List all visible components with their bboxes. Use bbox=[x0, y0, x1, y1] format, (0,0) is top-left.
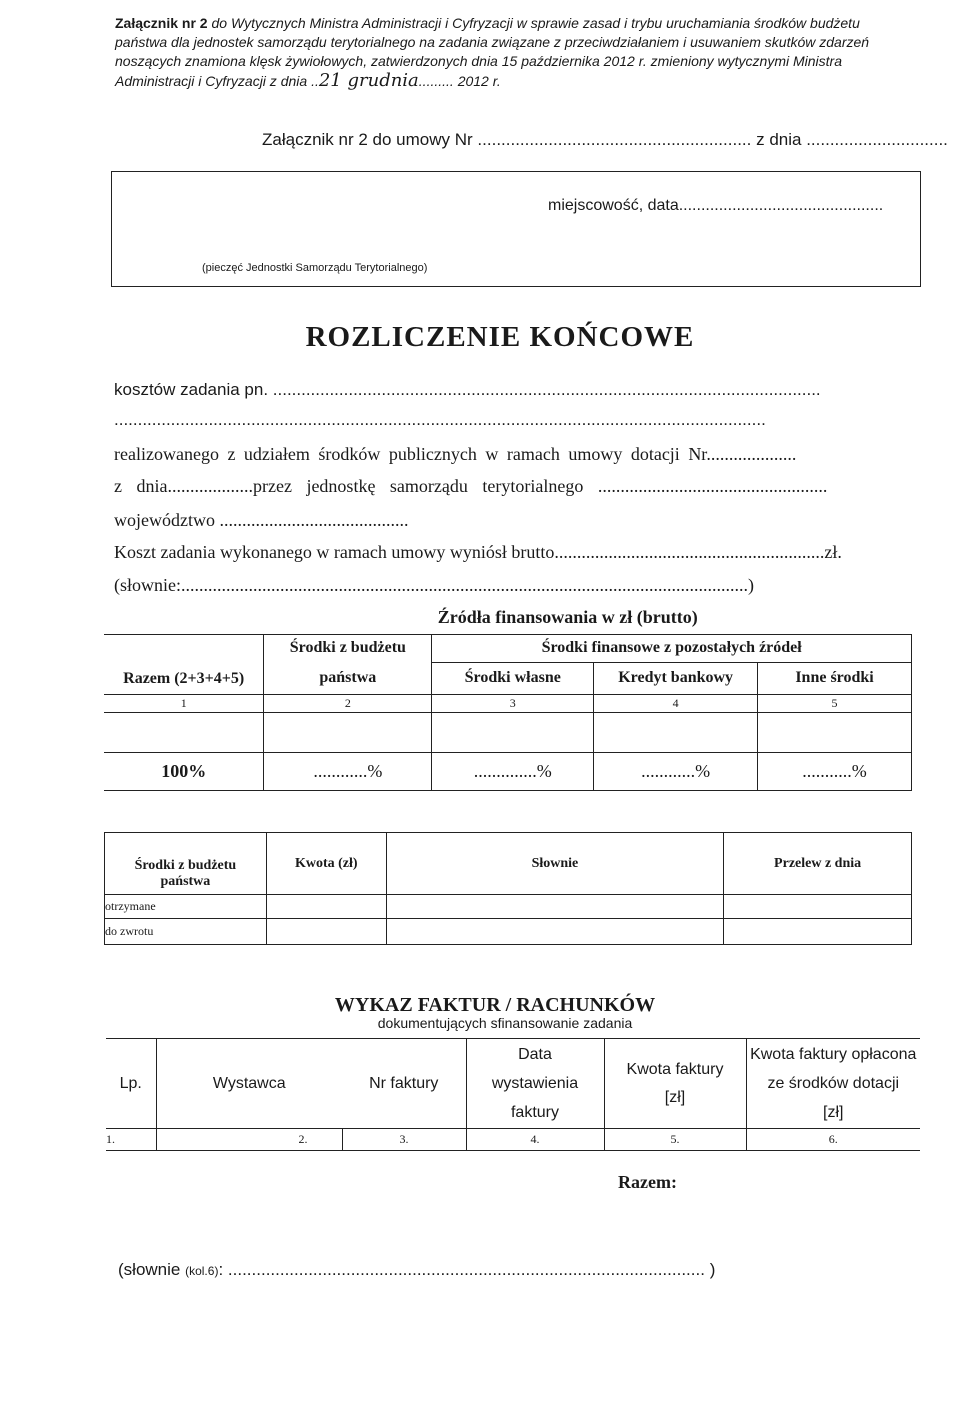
percent-cell: 100% bbox=[104, 752, 264, 790]
col-own-funds: Środki własne bbox=[432, 662, 594, 694]
percent-cell: ............% bbox=[594, 752, 758, 790]
footer-label: (słownie bbox=[118, 1260, 181, 1279]
inv-col-paid-3: [zł] bbox=[823, 1104, 844, 1121]
invoices-subtitle: dokumentujących sfinansowanie zadania bbox=[377, 1015, 633, 1031]
inv-col-date bbox=[466, 1039, 604, 1129]
inv-col-paid-1: Kwota faktury opłacona bbox=[750, 1046, 917, 1063]
budget-cell[interactable] bbox=[386, 895, 724, 919]
annex-line: Załącznik nr 2 do umowy Nr .......................................................... z dnia .............................. bbox=[262, 130, 948, 149]
amount-cell[interactable] bbox=[432, 712, 594, 752]
place-date-field: miejscowość, data.............................................. bbox=[548, 197, 884, 214]
task-name-line: kosztów zadania pn. .................................................................................................................... bbox=[114, 380, 821, 399]
amount-cell[interactable] bbox=[594, 712, 758, 752]
col-total: Razem (2+3+4+5) bbox=[104, 634, 264, 694]
invoices-total: Razem: bbox=[618, 1172, 677, 1193]
sources-table bbox=[104, 602, 912, 791]
stamp-label: (pieczęć Jednostki Samorządu Terytorialnego) bbox=[202, 262, 428, 274]
budget-table bbox=[104, 832, 912, 945]
inv-col-amount-1: Kwota faktury bbox=[626, 1060, 724, 1078]
budget-col-funds bbox=[105, 833, 267, 895]
page-title: ROZLICZENIE KOŃCOWE bbox=[305, 321, 695, 353]
inv-col-issuer: Wystawca bbox=[156, 1039, 342, 1129]
date-unit-line: z dnia...................przez jednostkę samorządu terytorialnego ................................................... bbox=[114, 476, 828, 496]
in-words-end: ) bbox=[748, 575, 754, 595]
inv-num: 1. bbox=[106, 1129, 156, 1151]
cost-label: Koszt zadania wykonanego w ramach umowy wyniósł brutto bbox=[114, 542, 555, 562]
num-cell: 4 bbox=[594, 694, 758, 712]
budget-col-amount: Kwota (zł) bbox=[266, 833, 386, 895]
percent-cell: ............% bbox=[264, 752, 432, 790]
row-return: do zwrotu bbox=[105, 919, 267, 945]
handwritten-date: 21 grudnia bbox=[318, 70, 419, 91]
budget-cell[interactable] bbox=[724, 895, 912, 919]
annex-date-label: z dnia bbox=[756, 130, 802, 149]
inv-col-lp: Lp. bbox=[106, 1039, 156, 1129]
cost-unit: zł. bbox=[824, 542, 842, 562]
footer-end: ) bbox=[709, 1260, 716, 1279]
cost-line: Koszt zadania wykonanego w ramach umowy wyniósł brutto............................................................zł. bbox=[114, 542, 842, 562]
inv-num: 3. bbox=[342, 1129, 466, 1151]
col-state-2: państwa bbox=[264, 662, 432, 694]
amount-cell[interactable] bbox=[758, 712, 912, 752]
sources-title: Źródła finansowania w zł (brutto) bbox=[104, 602, 912, 634]
inv-col-date-3: faktury bbox=[510, 1104, 559, 1121]
inv-col-amount bbox=[604, 1039, 746, 1129]
num-cell: 5 bbox=[758, 694, 912, 712]
num-cell: 3 bbox=[432, 694, 594, 712]
amount-cell[interactable] bbox=[104, 712, 264, 752]
inv-col-number: Nr faktury bbox=[342, 1039, 466, 1129]
footer-col-ref: (kol.6) bbox=[185, 1264, 219, 1278]
footer-colon: : bbox=[218, 1260, 224, 1279]
col-other-sources: Środki finansowe z pozostałych źródeł bbox=[432, 634, 912, 662]
invoices-title: WYKAZ FAKTUR / RACHUNKÓW bbox=[334, 994, 656, 1016]
budget-cell[interactable] bbox=[724, 919, 912, 945]
voivodeship-line: województwo .......................................... bbox=[114, 510, 409, 530]
inv-col-paid-2: ze środków dotacji bbox=[767, 1075, 900, 1092]
footer-words-line: (słownie (kol.6): ..................................................................................................... ) bbox=[118, 1260, 716, 1279]
percent-cell: ..............% bbox=[432, 752, 594, 790]
row-received: otrzymane bbox=[105, 895, 267, 919]
header-year: 2012 r. bbox=[457, 73, 501, 89]
guidelines-header: Załącznik nr 2 do Wytycznych Ministra Administracji i Cyfryzacji w sprawie zasad i trybu uruchamiania środków budżetu państwa dla jednostek samorządu terytorialnego na zadania związane z przeciwdziałaniem i usuwaniem skutków zdarzeń noszących znamiona klęsk żywiołowych, zatwierdzonych dnia 15 października 2012 r. zmieniony wytycznymi Ministra Administracji i Cyfryzacji z dnia ..21 grudnia......... 2012 r. bbox=[115, 15, 870, 91]
place-date-label: miejscowość, data bbox=[548, 197, 679, 214]
task-name-continuation: .......................................................................................................................................... bbox=[114, 410, 766, 429]
inv-num: 4. bbox=[466, 1129, 604, 1151]
percent-cell: ...........% bbox=[758, 752, 912, 790]
col-bank-credit: Kredyt bankowy bbox=[594, 662, 758, 694]
inv-num: 5. bbox=[604, 1129, 746, 1151]
budget-cell[interactable] bbox=[266, 895, 386, 919]
budget-col-funds-2: państwa bbox=[160, 874, 211, 889]
num-cell: 2 bbox=[264, 694, 432, 712]
task-name-label: kosztów zadania pn. bbox=[114, 380, 269, 399]
in-words-label: (słownie: bbox=[114, 575, 181, 595]
amount-cell[interactable] bbox=[264, 712, 432, 752]
header-text: do Wytycznych Ministra Administracji i Cyfryzacji w sprawie zasad i trybu uruchamiania środków budżetu państwa dla jednostek samorządu terytorialnego na zadania związane z przeciwdziałaniem i usuwaniem skutków zdarzeń noszących znamiona klęsk żywiołowych, zatwierdzonych dnia 15 października 2012 r. zmieniony wytycznymi Ministra Administracji i Cyfryzacji z dnia bbox=[115, 15, 870, 89]
budget-col-funds-1: Środki z budżetu bbox=[134, 858, 237, 873]
voivodeship-label: województwo bbox=[114, 510, 215, 530]
budget-cell[interactable] bbox=[266, 919, 386, 945]
inv-col-date-2: wystawienia bbox=[491, 1075, 579, 1092]
header-label: Załącznik nr 2 bbox=[115, 15, 208, 31]
inv-col-amount-2: [zł] bbox=[664, 1088, 686, 1106]
invoices-table bbox=[106, 1038, 920, 1215]
num-cell: 1 bbox=[104, 694, 264, 712]
budget-col-transfer: Przelew z dnia bbox=[724, 833, 912, 895]
inv-num: 2. bbox=[156, 1129, 342, 1151]
contract-label: realizowanego z udziałem środków publicznych w ramach umowy dotacji Nr bbox=[114, 444, 707, 464]
unit-label: przez jednostkę samorządu terytorialnego bbox=[252, 476, 584, 496]
date-label: z dnia bbox=[114, 476, 168, 496]
col-other-funds: Inne środki bbox=[758, 662, 912, 694]
budget-col-words: Słownie bbox=[386, 833, 724, 895]
inv-num: 6. bbox=[746, 1129, 920, 1151]
budget-cell[interactable] bbox=[386, 919, 724, 945]
in-words-line: (słownie:..............................................................................................................................) bbox=[114, 575, 754, 595]
col-state-1: Środki z budżetu bbox=[264, 634, 432, 662]
inv-col-paid bbox=[746, 1039, 920, 1129]
contract-line: realizowanego z udziałem środków publicznych w ramach umowy dotacji Nr.................... bbox=[114, 444, 797, 464]
annex-label: Załącznik nr 2 do umowy Nr bbox=[262, 130, 473, 149]
inv-col-date-1: Data bbox=[518, 1046, 552, 1063]
